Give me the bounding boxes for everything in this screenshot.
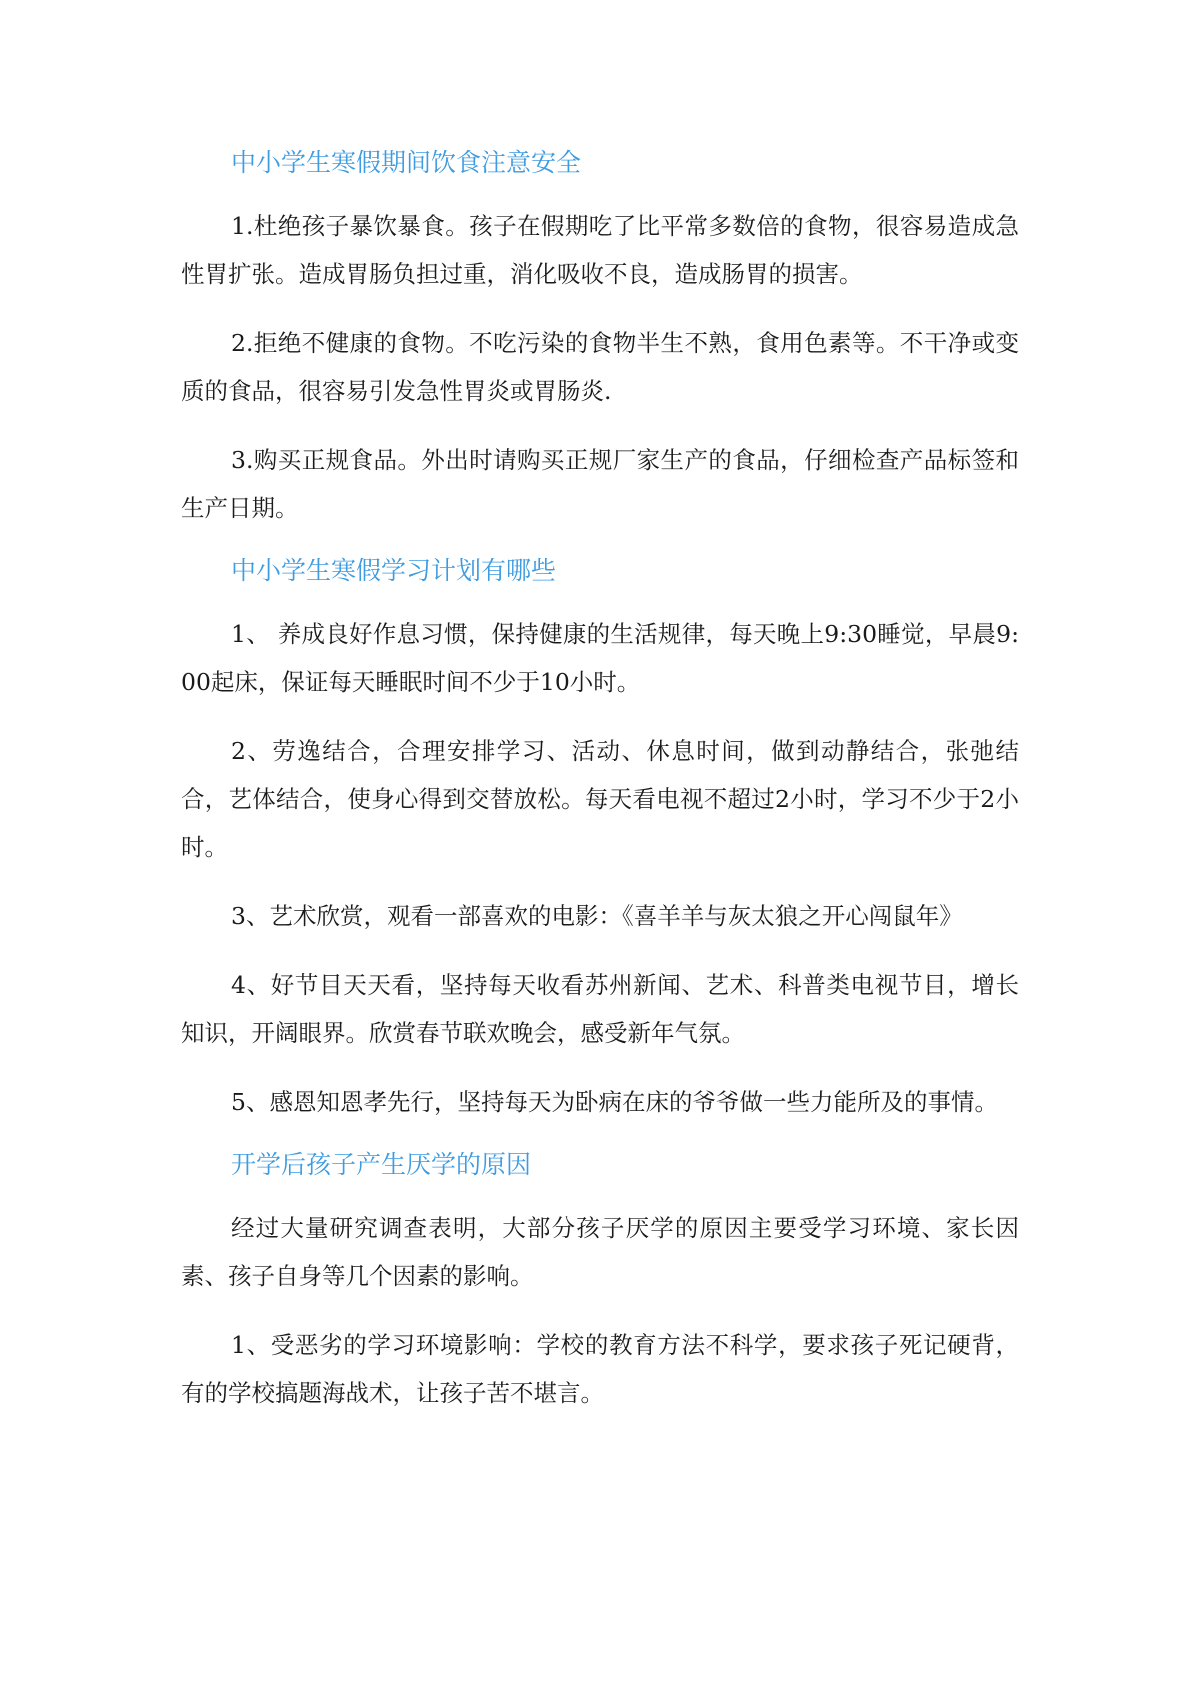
document-page xyxy=(181,148,1019,1417)
paragraph-plan-2: 2、劳逸结合，合理安排学习、活动、休息时间，做到动静结合，张弛结合，艺体结合，使身心得到交替放松。每天看电视不超过2小时，学习不少于2小时。 xyxy=(181,737,1019,861)
paragraph-food-1: 1.杜绝孩子暴饮暴食。孩子在假期吃了比平常多数倍的食物，很容易造成急性胃扩张。造成胃肠负担过重，消化吸收不良，造成肠胃的损害。 xyxy=(181,212,1019,288)
paragraph-reason-1: 1、受恶劣的学习环境影响：学校的教育方法不科学，要求孩子死记硬背，有的学校搞题海战术，让孩子苦不堪言。 xyxy=(181,1331,1019,1407)
heading-food-safety: 中小学生寒假期间饮食注意安全 xyxy=(231,148,582,177)
paragraph-plan-3: 3、艺术欣赏，观看一部喜欢的电影：《喜羊羊与灰太狼之开心闯鼠年》 xyxy=(231,902,963,930)
paragraph-reason-intro: 经过大量研究调查表明，大部分孩子厌学的原因主要受学习环境、家长因素、孩子自身等几个因素的影响。 xyxy=(181,1214,1019,1290)
heading-study-plan: 中小学生寒假学习计划有哪些 xyxy=(231,556,557,585)
paragraph-plan-1: 1、 养成良好作息习惯，保持健康的生活规律，每天晚上9:30睡觉，早晨9:00起床，保证每天睡眠时间不少于10小时。 xyxy=(181,620,1019,696)
paragraph-plan-5: 5、感恩知恩孝先行，坚持每天为卧病在床的爷爷做一些力能所及的事情。 xyxy=(231,1088,998,1116)
paragraph-food-3: 3.购买正规食品。外出时请购买正规厂家生产的食品，仔细检查产品标签和生产日期。 xyxy=(181,446,1019,522)
heading-school-aversion: 开学后孩子产生厌学的原因 xyxy=(231,1150,532,1179)
paragraph-food-2: 2.拒绝不健康的食物。不吃污染的食物半生不熟，食用色素等。不干净或变质的食品，很容易引发急性胃炎或胃肠炎. xyxy=(181,329,1019,405)
paragraph-plan-4: 4、好节目天天看，坚持每天收看苏州新闻、艺术、科普类电视节目，增长知识，开阔眼界。欣赏春节联欢晚会，感受新年气氛。 xyxy=(181,971,1019,1047)
